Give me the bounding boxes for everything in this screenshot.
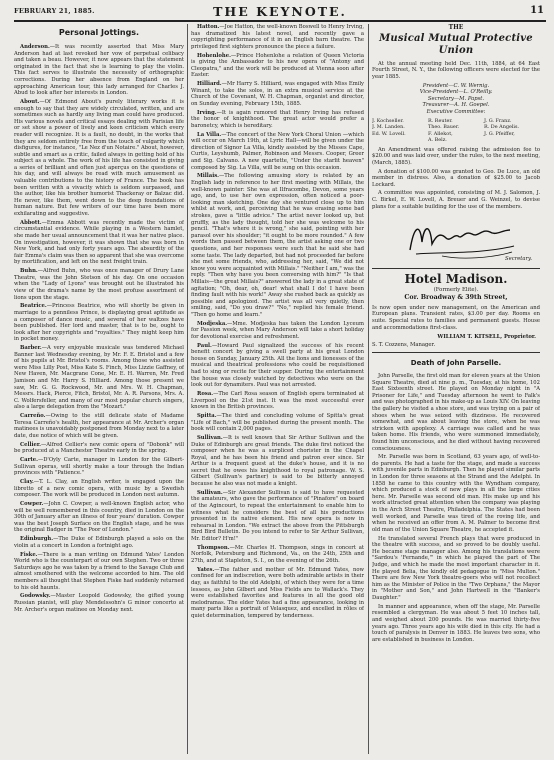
section-heading: Personal Jottings. xyxy=(58,28,140,37)
jotting-paragraph xyxy=(14,413,184,439)
jotting-text: —The father and mother of Mr. Edmund Yates, now confined for an indiscretion, were both admirable artists in their day, as faithful to the old Adelphi, of which they were for a time lessees, as John Gilbert and Miss Fields are to Wallack's. They were established favorites and features in all the good old melodramas. The elder Yates had a fine appearance, looking in many parts like a portrait of Velasquez, and excelled in rôles of quiet determination, tempered by tenderness. xyxy=(191,566,364,619)
obituary-body xyxy=(372,373,540,643)
jotting-paragraph xyxy=(191,567,364,620)
committee-member: J. G. Pfeiffer, xyxy=(484,130,515,137)
divider xyxy=(372,268,540,269)
jotting-paragraph xyxy=(14,501,184,534)
hotel-formerly: (Formerly Elite). xyxy=(433,286,479,293)
jotting-text: —The following amusing story is related by an English lady in reference to her first meeting with Millais, the well-known painter: She was at Ilfracombe, Devon, some years ago, and, to use her own expression, often noticed a poor-looking man sketching. One day she ventured close up to him whilst at work, and, perceiving that he was erasing some bad strokes, gave a "little advice." The artist never looked up, but gruffly, as the lady thought, told her she was welcome to his pencil. "That's where it is wrong," she said, pointing with her parasol over his shoulder; "it ought to be more rounded." A few words then passed between them, the artist asking one or two questions, and her responses were such that he said she had some taste. The lady departed, but had not proceeded far before she met some friends, who, addressing her, said, "We did not know you were acquainted with Millais." "Neither I am," was the reply. "Then why have you been conversing with him?" "Is that Millais—the great Millais?" answered the lady in a great state of agitation; "Oh, dear, oh, dear! what shall I do! I have been finding fault with his work!" Away she rushed back as quickly as possible and apologized. The artist was all very quietly, then smiling, said, "Do you draw?" "No," replied his female friend. "Then go home and learn." xyxy=(191,173,364,318)
jotting-paragraph xyxy=(191,343,364,389)
committee-member: Ed. W. Lovell. xyxy=(372,130,406,137)
jotting-text: —A very enjoyable musicale was tendered Michael Banner last Wednesday evening, by Mr. F. E. Bristol and a few of his pupils at Mr. Bristol's rooms. Among those who assisted were Miss Lilly Post, Miss Kate S. Finch, Miss Lizzie Gaffney, of New Haven, Mr. Macgrane Cone, Mr. E. H. Warren, Mr. Fred Jamison and Mr. Harry S. Hilliard. Among those present we saw, Mr. G. G. Rockwood, Mr. and Mrs. W. H. Chapman, Messrs. Hack, Pierce, Fitch, Bristol, Mr. A. R. Parsons, Mrs. A. C. Wolfersfeller, and many of our most popular church singers, also a large delegation from the "Mozart." xyxy=(14,345,184,411)
jotting-lead: Paul. xyxy=(197,342,212,349)
jotting-lead: Cowper. xyxy=(20,501,44,508)
jotting-paragraph xyxy=(14,345,184,411)
hotel-proprietor: WILLIAM T. KITSELL, Proprietor. xyxy=(437,334,536,341)
masthead xyxy=(14,4,546,20)
jotting-text: —Master Leopold Godowsky, the gifted young Russian pianist, will play Mendelssohn's G minor concerto at Mr. Archer's organ matinee on Monday next. xyxy=(14,593,184,613)
jotting-paragraph xyxy=(14,220,184,266)
jotting-lead: Carreño. xyxy=(20,413,46,420)
jotting-paragraph xyxy=(191,413,364,433)
jotting-paragraph xyxy=(14,536,184,549)
jotting-text: —Of Edmond About's purely literary works it is enough to say that they are widely circulated, written, and are sometimes such as hardly any living man could have produced. His various novels and critical essays dealing with Parisian life or set show a power of lively and keen criticism which every reader will recognize. It is a fault, no doubt, in the works that they are seldom entirely free from the touch of vulgarity which disfigures, for instance, "Le Nez d'un Notaire." About, however, subtle and smart as a critic, failed always in getting hold of his subject as a whole. The work of his life has consisted in giving a series of brilliant and often just aperçus on the questions of his day, and will always be read with much amusement as valuable contributions to the history of France. The book has been written with a vivacity which is seldom surpassed, and the author, like his brother humorist Thackeray or Balzac did. He never, like them, went down to the deep foundations of human nature. But few writers of our time have been more exhilarating and suggestive. xyxy=(14,98,184,218)
union-paragraph: An Amendment was offered raising the admission fee to $20.00 and was laid over, under the rules, to the next meeting, (March, 1885). xyxy=(372,146,540,166)
obituary-paragraph: John Parselle, the first old man for eleven years at the Union Square Theatre, died at nine p. m., Tuesday, at his home, 102 East Sixteenth street. He played on Monday night in "A Prisoner for Life," and Tuesday afternoon he went to Falk's and was photographed in his make-up as Louis XIV. On leaving the gallery he visited a shoe store, and was trying on a pair of shoes when he was seized with dizziness. He recovered somewhat, and was about leaving the store, when he was stricken with apoplexy. A carriage was called and he was taken home. His friends, who were summoned immediately, found him unconscious, and he died without having recovered consciousness. xyxy=(372,372,540,452)
jotting-lead: Irving. xyxy=(197,109,217,116)
jotting-lead: Godowsky. xyxy=(20,593,51,600)
jotting-lead: Anderson. xyxy=(20,44,50,50)
jotting-lead: Abbott. xyxy=(20,219,42,226)
column-jottings-continued xyxy=(191,24,364,756)
jotting-lead: Fiske. xyxy=(20,551,38,558)
jotting-paragraph xyxy=(191,173,364,318)
signature-image xyxy=(402,216,522,260)
jotting-paragraph xyxy=(14,552,184,592)
hotel-manager: S. T. Cozzens, Manager. xyxy=(372,341,436,348)
jotting-text: —Prince Hohenlohe a relation of Queen Victoria is giving the Ambassador to his new opera of "Antony and Cleopatra," and the work will be produced at Vienna soon after Easter. xyxy=(191,52,364,79)
newspaper-title: THE KEYNOTE. xyxy=(213,4,347,19)
committee-member xyxy=(372,137,428,144)
committee-member: J. Kochseller. xyxy=(372,117,404,124)
jotting-lead: Carte. xyxy=(20,457,38,464)
jotting-paragraph xyxy=(191,391,364,411)
obituary-heading: Death of John Parselle. xyxy=(410,358,502,367)
jotting-text: —Mr Harry S. Hilliard, was engaged with Miss Emily Winant, to take the solos, in an extra musical service at the Church of the Covenant, W. H. Chapman, organist and director, on Sunday evening, February 15th, 1885. xyxy=(191,81,364,107)
union-title: Musical Mutual Protective Union xyxy=(379,32,533,56)
jotting-text: —It is well known that Sir Arthur Sullivan and the Duke of Edinburgh are great friends. The duke first noticed the composer when he was a surpliced chorister in the Chapel Royal, and he has been his friend and patron ever since. Sir Arthur is a frequent guest at the duke's house, and it is no secret that he owes his knighthood to royal patronage. W. S. Gilbert (Sullivan's partner) is said to be bitterly annoyed because he also was not made a knight. xyxy=(191,434,364,488)
page-number: 11 xyxy=(530,5,544,16)
jotting-paragraph xyxy=(191,53,364,79)
committee-member xyxy=(484,137,540,144)
jotting-paragraph xyxy=(191,24,364,50)
committee-member: J. G. Franz. xyxy=(484,117,512,124)
jotting-paragraph xyxy=(191,490,364,543)
jotting-paragraph xyxy=(14,99,184,218)
jotting-lead: Hilliard. xyxy=(197,81,222,88)
column-divider xyxy=(187,24,188,754)
jotting-paragraph xyxy=(14,303,184,343)
obituary-paragraph: He translated several French plays that were produced in the theatre with success, and so proved to be doubly useful. He became stage manager also. Among his translations were "Sardou's 'Fernande,'" in which he played the part of The Judge, and which he made the most important character in it. He played Belia, the kindly old pedagogue in "Miss Multon." There are few New York theatre-goers who will not recollect him as the Minister of Police in the "Two Orphans," the Mayor in "Mother and Son," and John Hartwell in the "Banker's Daughter." xyxy=(372,535,540,601)
jotting-lead: Sullivan. xyxy=(197,434,223,441)
jotting-lead: Spitta. xyxy=(197,412,217,419)
jotting-lead: Beatrice. xyxy=(20,303,47,310)
obituary-paragraph: Mr. Parselle was born in Scotland, 63 years ago, of well-to-do parents. He had a taste for the stage, and made a success with juvenile parts in Edinburgh. Then he played similar parts in London for three seasons at the Strand and the Adelphi. In 1858 he came to this country with the Wyndham company, which produced a stock of new plays in all the large cities here. Mr. Parselle was second old man. His make up and his work attracted great attention when the company was playing in the Arch Street Theatre, Philadelphia. The States had been well worked, and Parselle was tired of the roving life, and when he received an offer from A. M. Palmer to become first old man of the Union Square Theatre, he accepted it. xyxy=(372,454,540,533)
hotel-address: Cor. Broadway & 39th Street, xyxy=(404,294,508,302)
officer-entry: Treasurer—A. H. Goepel. xyxy=(422,102,490,109)
jotting-text: —It is again rumored that Henry Irving has refused the honor of knighthood. The great actor would prefer a baronetcy, which is hereditary. xyxy=(191,109,364,129)
jotting-text: —It was recently asserted that Miss Mary Anderson had at last revoked her vow of perpetual celibacy and taken a beau. However, it now appears that the statement originated in the fact that she is learning to play the violin. This fact serves to illustrate the necessity of orthographic corrections. During her absence from England on her approaching American tour, this lady arranged for Charles J. Abud to look after her interests in London. xyxy=(14,44,184,97)
union-body xyxy=(372,147,540,211)
obituary-paragraph: In manner and appearance, when off the stage, Mr. Parselle resembled a clergyman. He was about 5 feet 10 inches tall, and weighed about 200 pounds. He was married thirty-five years ago. Three years ago his wife died in this city. He had a touch of paralysis in Denver in 1883. He leaves two sons, who are established in business in London. xyxy=(372,603,540,643)
issue-date: FEBRUARY 21, 1885. xyxy=(14,7,95,15)
officer-list xyxy=(372,83,540,116)
jotting-paragraph xyxy=(14,457,184,477)
union-intro: At the annual meeting held Dec. 11th, 1884, at 64 East Fourth Street, N. Y., the following officers were elected for the year 1885. xyxy=(372,60,540,80)
jotting-paragraph xyxy=(14,479,184,499)
jotting-text: —John C. Cowper, a well-known English actor, who will be well remembered in this country, died in London on the 30th of January after an illness of four years' duration. Cowper was the best Joseph Surface on the English stage, and he was the original Badger in "The Poor of London." xyxy=(14,501,184,534)
column-personal-jottings xyxy=(14,24,184,756)
jotting-lead: Hatton. xyxy=(197,24,220,30)
hotel-description: Is now open under new management, on the American and European plans. Transient rates, $3.00 per day. Rooms en suite. Special rates to families and permanent guests. House and accommodations first-class. xyxy=(372,304,540,331)
union-paragraph: A donation of $100.00 was granted to Geo. De Luce, an old member in distress. Also, a donation of $25.00 to Jacob Lockard. xyxy=(372,168,540,188)
officer-entry: President—C. W. Wernig. xyxy=(422,82,490,89)
committee-grid xyxy=(372,118,540,144)
secretary-signature xyxy=(402,216,540,260)
jotting-lead: Barber. xyxy=(20,345,42,352)
jotting-paragraph xyxy=(14,44,184,97)
committee-member: R. Reuter. xyxy=(428,117,453,124)
jotting-text: —Joe Hatton, the well-known Boswell to Henry Irving, has dramatized his latest novel, and recently gave a copyrighting performance of it in an English barn theatre. The privileged first sighters pronounce the piece a failure. xyxy=(191,24,364,50)
committee-member: Theo. Bauer. xyxy=(428,124,460,131)
committee-member: R. De Angelis. xyxy=(484,124,520,131)
jotting-text: —The concert of the New York Choral Union —which will occur on March 19th, at Lyric Hall—will be given under the direction of Signor La Villa, kindly assisted by the Misses Cape, Curtis, Leyshumb, Palmer, Robinson and Messrs. Cooper, Greer and Sig. Calvano. A new quartette, "Under the starlit heaven" composed by Sig. La Villa, will be sung on this occasion. xyxy=(191,131,364,171)
jotting-lead: Millais. xyxy=(197,173,219,180)
jotting-text: —There is a man writing on Edmund Yates' London World who is the counterpart of our own Stephen. Two or three Saturdays ago he was taken by a friend to the Savage Club and almost smothered with the welcome accorded to him. The old members all thought that Stephen Fiske had suddenly returned to his old haunts. xyxy=(14,551,184,591)
jottings-list xyxy=(14,44,184,613)
hotel-name: Hotel Madison. xyxy=(404,271,508,286)
jotting-lead: Cellier. xyxy=(20,441,41,448)
officer-entry: Vice-President—L. O'Reilly. xyxy=(419,89,493,96)
jotting-lead: Yates. xyxy=(197,566,215,573)
jotting-paragraph xyxy=(14,268,184,301)
column-divider xyxy=(368,24,369,754)
jotting-lead: About. xyxy=(20,98,40,105)
jotting-paragraph xyxy=(191,545,364,565)
committee-member: J. M. Landen. xyxy=(372,124,405,131)
officer-entry: Secretary—M. Papst. xyxy=(427,95,485,102)
jotting-text: —Howard Paul signalized the success of his recent benefit concert by giving a swell party at his great London house on Sunday, January 25th. All the lions and lionesses of the musical and theatrical professions who could be requisitioned had to sing or recite for their supper. During the entertainment the house was closely watched by detectives who were on the look out for dynamiters. Paul was not arrested. xyxy=(191,342,364,389)
jotting-paragraph xyxy=(191,81,364,107)
jotting-paragraph xyxy=(191,132,364,172)
jotting-paragraph xyxy=(14,593,184,613)
jotting-paragraph xyxy=(191,110,364,130)
jotting-text: —Owing to the still delicate state of Madame Teresa Carreño's health, her appearance at Mr. Archer's organ matinees is unavoidably postponed from Monday next to a later date, due notice of which will be given. xyxy=(14,413,184,439)
jotting-text: —Sir Alexander Sullivan is said to have requested the amateurs, who gave the performance of "Pinafore" on board of the Agincourt, to repeat the entertainment to enable him to witness what he considers the best of all his productions presented in its native element. His new opera is now in rehearsal in London. "We extract the above from the Pittsburgh Bird Bird Bulletin. Do you intend to refer to Sir Arthur Sullivan, Mr. Editor? H'm!" xyxy=(191,489,364,542)
jotting-lead: Modjeska. xyxy=(197,320,228,327)
jotting-text: —T. L. Clay, an English writer, is engaged upon the libretto of a new comic opera, with music by a Swedish composer. The work will be produced in London next autumn. xyxy=(14,479,184,499)
jotting-paragraph xyxy=(191,321,364,341)
jotting-text: —D'Oyly Carte, manager in London for the Gilbert-Sullivan operas, will shortly make a tour through the Indian provinces with "Patience." xyxy=(14,457,184,477)
jotting-lead: Edinburgh. xyxy=(20,536,54,543)
committee-member: A. Belz. xyxy=(428,137,447,144)
jotting-text: —The Carl Rosa season of English opera terminated at Liverpool on the 21st inst. It was the most successful ever known in the British provinces. xyxy=(191,390,364,411)
jotting-text: —Princess Beatrice, who will shortly be given in marriage to a penniless Prince, is displaying great aptitude as a composer of dance music, and several of her waltzes have been published. Her lord and master, that is to be, ought to look after her copyrights and "royalties." They might keep him in pocket money. xyxy=(14,303,184,343)
jotting-lead: Hohenlohe. xyxy=(197,52,231,59)
jotting-text: —Emma Abbott was recently made the victim of circumstantial evidence. While playing in a Western hamlet, she made her usual announcement that it was her native place. On investigation, however, it was shown that she was born in New York, and had only forty years ago. The absurdity of the fair Emma's claim was then so apparent that she was overcome by mortification, and left on the next freight train. xyxy=(14,219,184,266)
jotting-paragraph xyxy=(191,435,364,488)
jotting-text: —Alfred Buhn, who was once manager of Drury Lane Theatre, was the John Stetson of his day. On one occasion when the "Lady of Lyons" was brought out he illustrated his view of the drama's name by the most profuse assortment of lions upon the stage. xyxy=(14,268,184,301)
jotting-paragraph xyxy=(14,442,184,455)
committee-member: F. Allekot, xyxy=(428,130,453,137)
masthead-rule xyxy=(14,20,546,22)
jotting-lead: Thompson. xyxy=(197,544,230,551)
signature-role: Secretary. xyxy=(505,256,532,263)
column-advertisements xyxy=(372,24,540,756)
jotting-lead: Clay. xyxy=(20,479,34,486)
union-the: THE xyxy=(448,24,464,31)
committee-label: Executive Committee: xyxy=(426,108,486,115)
jotting-lead: Buhn. xyxy=(20,268,38,275)
jotting-lead: Sullivan. xyxy=(197,489,223,496)
jotting-text: —Mr. Charles H. Thompson, sings in concert at Norfolk, Petersburg and Richmond, Va., on the 24th, 25th and 27th, and at Stapleton, S. I., on the evening of the 26th. xyxy=(191,544,364,564)
jottings-list xyxy=(191,24,364,620)
jotting-lead: Rosa. xyxy=(197,390,214,397)
jotting-text: —Alfred Cellier's new comic opera of "Dobonk" will be produced at a Manchester Theatre early in the spring. xyxy=(14,441,184,455)
divider xyxy=(372,352,540,353)
jotting-text: —The third and concluding volume of Spitta's great "Life of Bach," will be published during the present month. The book will contain 2,000 pages. xyxy=(191,412,364,433)
jotting-text: —The Duke of Edinburgh played a solo on the violin at a concert in London a fortnight ago. xyxy=(14,536,184,549)
jotting-text: —Mme. Modjeska has taken the London Lyceum for Passion week, when Mary Anderson will take a short holiday for devotional exercise and refreshment. xyxy=(191,320,364,340)
union-paragraph: A committee was appointed, consisting of M. J. Salomon, J. C. Birkel, E. W. Lovell, A. Breuer and G. Weinzel, to devise plans for a suitable building for the use of the members. xyxy=(372,190,540,210)
jotting-lead: La Villa. xyxy=(197,131,222,138)
